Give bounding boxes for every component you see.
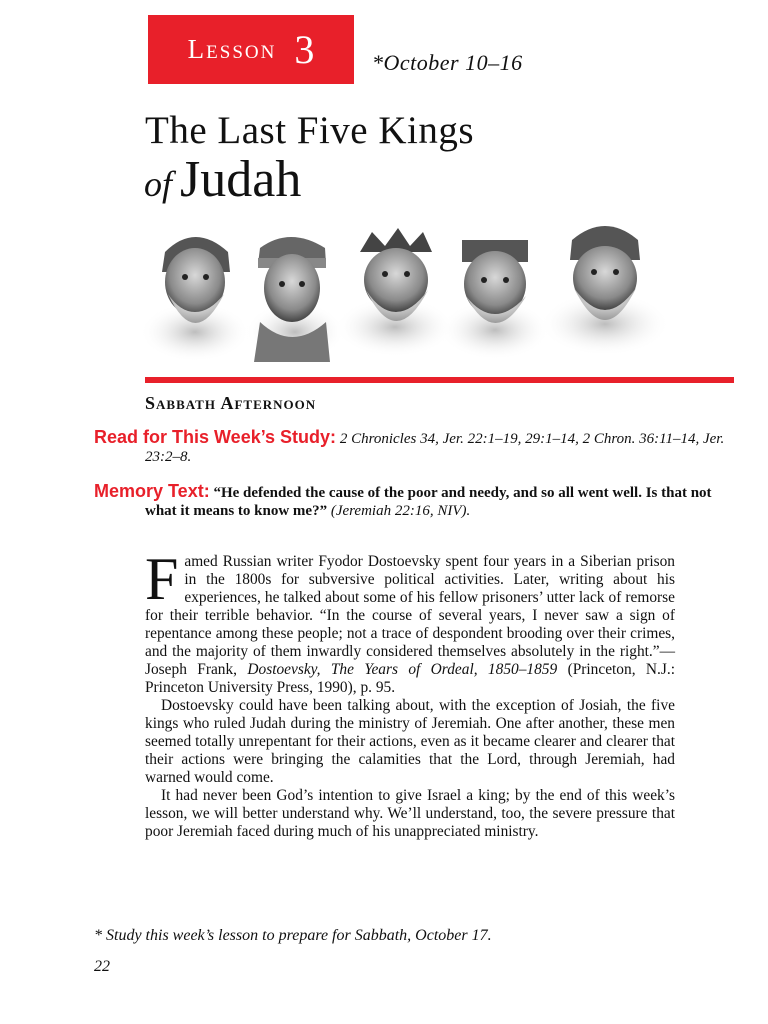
drop-cap: F [145, 546, 179, 612]
lesson-number: 3 [294, 27, 315, 72]
king-1-portrait [140, 237, 250, 362]
book-title: Dostoevsky, The Years of Ordeal, 1850–1859 [247, 661, 558, 678]
lesson-label: Lesson [187, 34, 277, 64]
lesson-dates: *October 10–16 [372, 50, 523, 75]
read-label: Read for This Week’s Study: [94, 427, 337, 447]
title-judah: Judah [180, 151, 302, 208]
king-2-portrait [245, 237, 345, 362]
paragraph-3: It had never been God’s intention to give Israel a king; by the end of this week’s lesson, we will better understand why. We’ll understand, too, the severe pressure that poor Jeremiah faced during much of his unappreciated ministry. [145, 787, 675, 840]
page-title-line2 [144, 150, 301, 209]
king-5-portrait [540, 226, 670, 356]
footnote: * Study this week’s lesson to prepare for Sabbath, October 17. [94, 927, 492, 944]
read-for-study [94, 428, 727, 466]
lesson-badge [148, 15, 354, 84]
title-of: of [144, 164, 173, 204]
page-title-line1: The Last Five Kings [145, 109, 475, 152]
paragraph-1: Famed Russian writer Fyodor Dostoevsky spent four years in a Siberian prison in the 1800s for subversive political activities. Later, writing about his experiences, he talked about some of his fellow prisoners’ utter lack of remorse for their terrible behavior. “In the course of several years, I never saw a sign of repentance among these people; not a trace of despondent brooding over their crimes, and the majority of them inwardly considered themselves absolutely in the right.”—Joseph Frank, Dostoevsky, The Years of Ordeal, 1850–1859 (Princeton, N.J.: Princeton University Press, 1990), p. 95. [145, 546, 675, 696]
memory-label: Memory Text: [94, 481, 210, 501]
paragraph-2: Dostoevsky could have been talking about, with the exception of Josiah, the five kings who ruled Judah during the ministry of Jeremiah. One after another, these men seemed totally unrepentant for their actions, even as it became clearer and clearer that their actions were bringing the calamities that the Lord, through Jeremiah, had warned would come. [145, 697, 675, 786]
king-4-portrait [440, 240, 550, 360]
read-references: 2 Chronicles 34, Jer. 22:1–19, 29:1–14, 2 Chron. 36:11–14, Jer. 23:2–8. [145, 431, 725, 465]
memory-text [94, 482, 727, 520]
section-divider [145, 377, 734, 383]
memory-reference: (Jeremiah 22:16, NIV). [330, 503, 471, 519]
king-3-portrait [335, 228, 455, 357]
lesson-body [145, 546, 675, 841]
five-kings-illustration [140, 212, 670, 362]
page-number: 22 [94, 958, 110, 975]
memory-quote: “He defended the cause of the poor and needy, and so all went well. Is that not what it means to know me?” [145, 485, 712, 519]
section-heading: Sabbath Afternoon [145, 393, 317, 413]
